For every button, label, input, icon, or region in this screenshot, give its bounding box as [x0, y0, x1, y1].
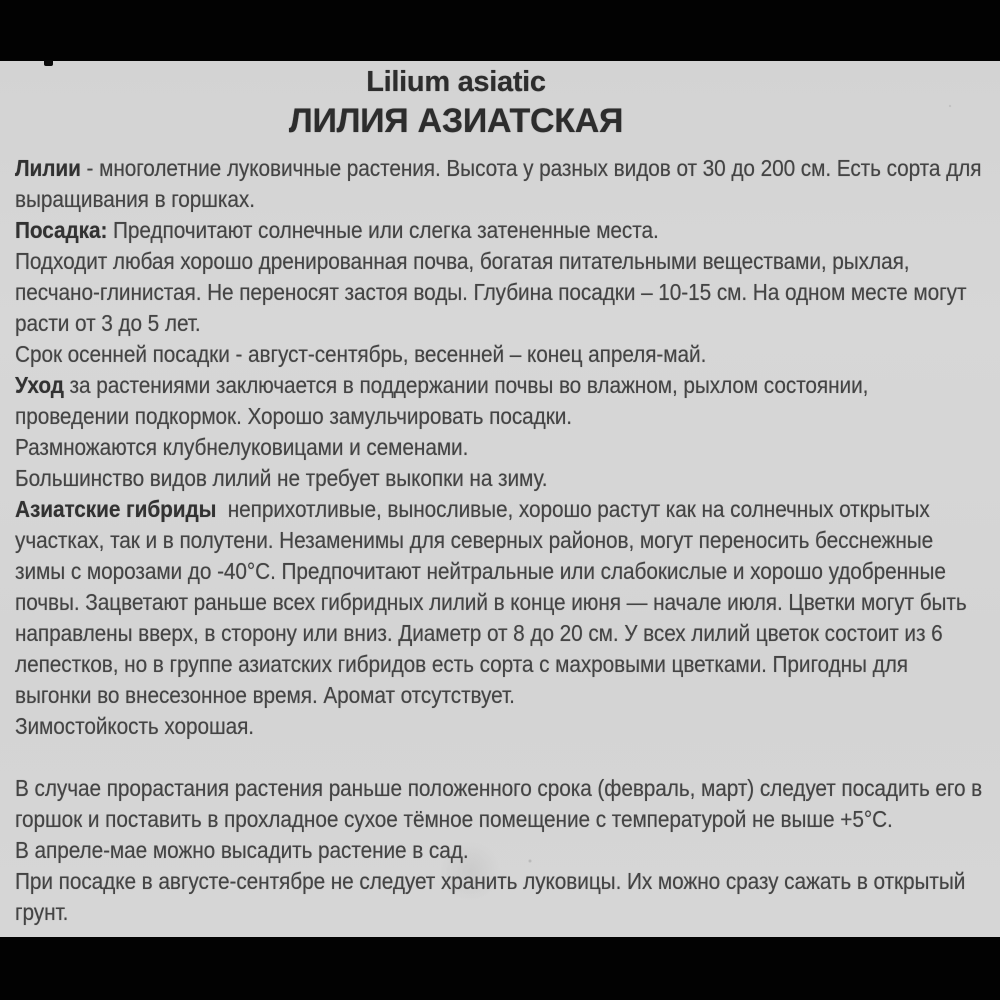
paragraph: Срок осенней посадки - август-сентябрь, весенней – конец апреля-май.	[15, 341, 707, 367]
paragraph-lead: Посадка:	[15, 217, 108, 243]
paragraph: Размножаются клубнелуковицами и семенами.	[15, 434, 469, 460]
paragraph: Большинство видов лилий не требует выкопки на зиму.	[15, 465, 548, 491]
paragraph-lead: Лилии	[15, 155, 81, 181]
paragraph-lead: Уход	[15, 372, 64, 398]
body-text	[15, 153, 984, 928]
title-russian: ЛИЛИЯ АЗИАТСКАЯ	[288, 102, 624, 140]
paragraph-lead: Азиатские гибриды	[15, 496, 217, 522]
paragraph: В апреле-мае можно высадить растение в сад.	[15, 837, 469, 863]
top-black-bar	[0, 0, 1000, 61]
paragraph: В случае прорастания растения раньше положенного срока (февраль, март) следует посадить его в горшок и поставить в прохладное сухое тёмное помещение с температурой не выше +5°С.	[15, 775, 983, 832]
title-latin: Lilium asiatic	[366, 66, 546, 98]
label-paper	[0, 61, 1000, 937]
bottom-black-bar	[0, 937, 1000, 1000]
paragraph: Уход за растениями заключается в поддержании почвы во влажном, рыхлом состоянии, проведении подкормок. Хорошо замульчировать посадки.	[15, 372, 869, 429]
paragraph: Посадка: Предпочитают солнечные или слегка затененные места.	[15, 217, 659, 243]
paragraph: Зимостойкость хорошая.	[15, 713, 254, 739]
label-header	[0, 61, 912, 142]
paragraph: Подходит любая хорошо дренированная почва, богатая питательными веществами, рыхлая, песчано-глинистая. Не переносят застоя воды. Глубина посадки – 10-15 см. На одном месте могут расти от 3 до 5 лет.	[15, 248, 967, 336]
paragraph: Азиатские гибриды неприхотливые, выносливые, хорошо растут как на солнечных открытых участках, так и в полутени. Незаменимы для северных районов, могут переносить бесснежные зимы с морозами до -40°С. Предпочитают нейтральные или слабокислые и хорошо удобренные почвы. Зацветают раньше всех гибридных лилий в конце июня — начале июля. Цветки могут быть направлены вверх, в сторону или вниз. Диаметр от 8 до 20 см. У всех лилий цветок состоит из 6 лепестков, но в группе азиатских гибридов есть сорта с махровыми цветками. Пригодны для выгонки во внесезонное время. Аромат отсутствует.	[15, 496, 967, 708]
scan-artifact	[44, 60, 53, 66]
paragraph: Лилии - многолетние луковичные растения. Высота у разных видов от 30 до 200 см. Есть сорта для выращивания в горшках.	[15, 155, 982, 212]
paragraph: При посадке в августе-сентябре не следует хранить луковицы. Их можно сразу сажать в открытый грунт.	[15, 868, 966, 925]
